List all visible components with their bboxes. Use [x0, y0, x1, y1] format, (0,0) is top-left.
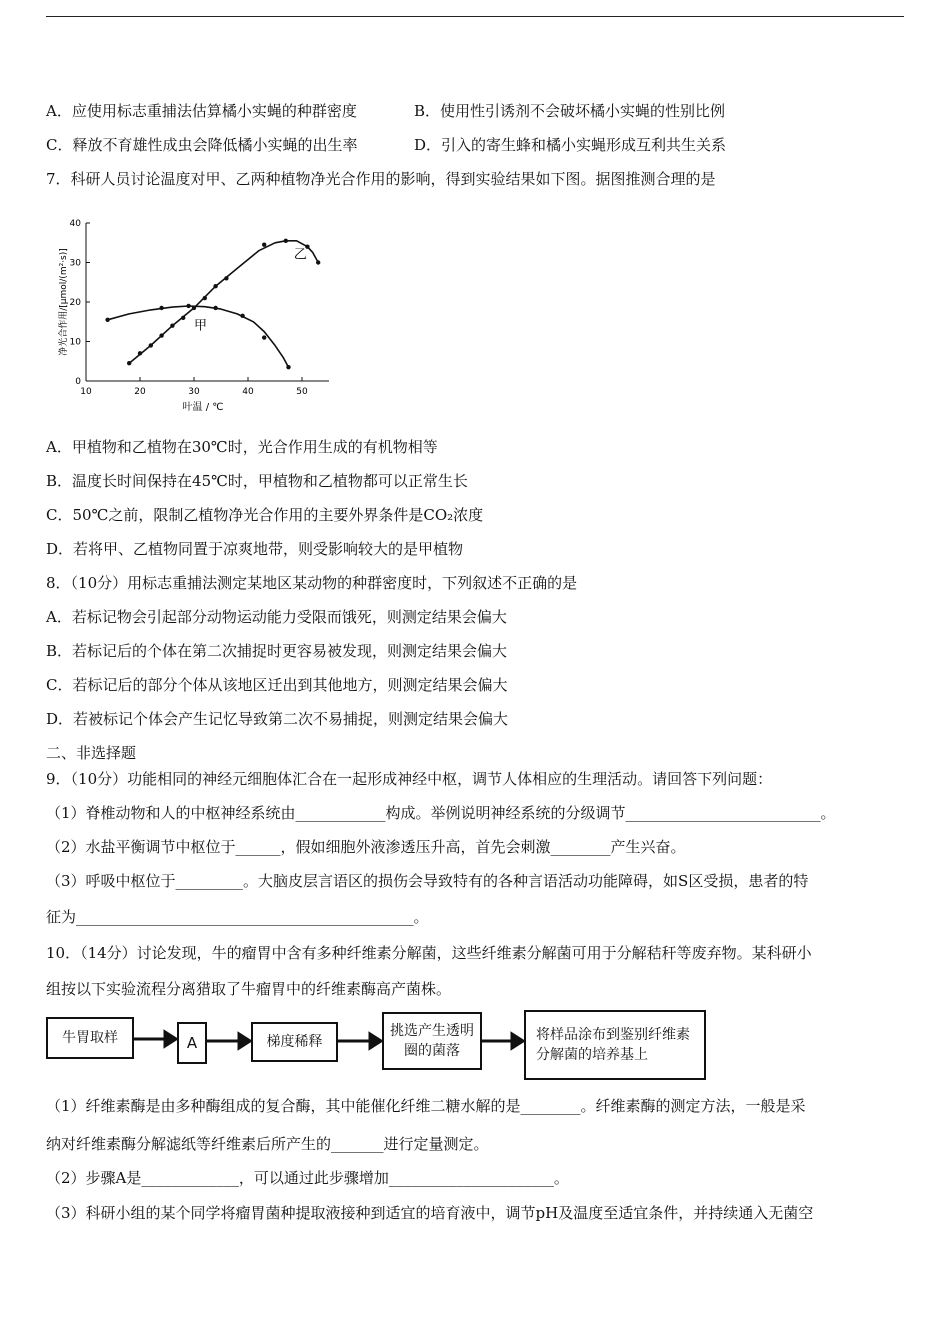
flow-step-dilution-label: 梯度稀释	[266, 1034, 323, 1050]
chart-x-tick-label: 50	[296, 387, 308, 397]
flow-step-plate-label: 将样品涂布到鉴别纤维素分解菌的培养基上	[536, 1027, 690, 1063]
q10-stem-line1: 10．（14分）讨论发现，牛的瘤胃中含有多种纤维素分解菌，这些纤维素分解菌可用于分解秸秆等废弃物。某科研小	[46, 944, 812, 962]
q8-stem: 8．（10分）用标志重捕法测定某地区某动物的种群密度时，下列叙述不正确的是	[46, 574, 578, 592]
q7-option-a: A．甲植物和乙植物在30℃时，光合作用生成的有机物相等	[46, 438, 438, 456]
flow-step-select-colonies-label: 挑选产生透明圈的菌落	[390, 1023, 474, 1059]
q7-stem: 7．科研人员讨论温度对甲、乙两种植物净光合作用的影响，得到实验结果如下图。据图推测合理的是	[46, 170, 716, 188]
q9-part3-line2: 征为_____________________________________________。	[46, 908, 429, 926]
chart-x-tick-label: 10	[80, 387, 92, 397]
q10-part2: （2）步骤A是_____________，可以通过此步骤增加______________________。	[46, 1169, 569, 1187]
chart-x-axis-label: 叶温 / ℃	[182, 402, 224, 413]
q7-option-b: B．温度长时间保持在45℃时，甲植物和乙植物都可以正常生长	[46, 472, 468, 490]
q9-part1: （1）脊椎动物和人的中枢神经系统由____________构成。举例说明神经系统的分级调节__________________________。	[46, 804, 836, 822]
chart-series-label-yi: 乙	[293, 247, 307, 263]
chart-y-tick-label: 20	[69, 298, 81, 308]
section-heading: 二、非选择题	[46, 744, 137, 762]
chart-y-axis-label: 净光合作用/[μmol/(m²·s)]	[59, 248, 69, 356]
q6-option-c: C．释放不育雄性成虫会降低橘小实蝇的出生率	[46, 136, 358, 154]
flow-arrow-2-head	[239, 1034, 250, 1048]
q7-option-c: C．50℃之前，限制乙植物净光合作用的主要外界条件是CO₂浓度	[46, 506, 484, 524]
q8-option-c: C．若标记后的部分个体从该地区迁出到其他地方，则测定结果会偏大	[46, 676, 508, 694]
q6-option-a: A．应使用标志重捕法估算橘小实蝇的种群密度	[46, 102, 357, 120]
q7-option-d: D．若将甲、乙植物同置于凉爽地带，则受影响较大的是甲植物	[46, 540, 464, 558]
chart-y-tick-label: 10	[69, 337, 81, 348]
flow-step-a-label: A	[186, 1034, 198, 1052]
chart-y-tick-label: 0	[75, 377, 81, 387]
flow-arrow-1-head	[165, 1032, 176, 1046]
chart-x-tick-label: 40	[242, 387, 254, 397]
q10-part1-line1: （1）纤维素酶是由多种酶组成的复合酶，其中能催化纤维二糖水解的是________。纤维素酶的测定方法，一般是采	[46, 1097, 806, 1115]
chart-series-label-jia: 甲	[194, 318, 208, 334]
q9-part2: （2）水盐平衡调节中枢位于______，假如细胞外液渗透压升高，首先会刺激________产生兴奋。	[46, 838, 686, 856]
q10-part3: （3）科研小组的某个同学将瘤胃菌种提取液接种到适宜的培育液中，调节pH及温度至适宜条件，并持续通入无菌空	[46, 1204, 814, 1222]
q8-option-a: A．若标记物会引起部分动物运动能力受限而饿死，则测定结果会偏大	[46, 608, 507, 626]
chart-y-tick-label: 40	[69, 219, 81, 229]
q10-stem-line2: 组按以下实验流程分离猎取了牛瘤胃中的纤维素酶高产菌株。	[46, 980, 452, 998]
q6-option-b: B．使用性引诱剂不会破坏橘小实蝇的性别比例	[414, 102, 726, 120]
flow-step-sampling-label: 牛胃取样	[62, 1030, 118, 1046]
flow-arrow-4-head	[512, 1034, 523, 1048]
flow-arrow-3-head	[370, 1034, 381, 1048]
q6-option-d: D．引入的寄生蜂和橘小实蝇形成互利共生关系	[414, 136, 727, 154]
q8-option-d: D．若被标记个体会产生记忆导致第二次不易捕捉，则测定结果会偏大	[46, 710, 509, 728]
q9-stem: 9．（10分）功能相同的神经元细胞体汇合在一起形成神经中枢，调节人体相应的生理活动。请回答下列问题：	[46, 770, 773, 788]
chart-x-tick-label: 20	[134, 387, 146, 397]
q9-part3-line1: （3）呼吸中枢位于_________。大脑皮层言语区的损伤会导致特有的各种言语活动功能障碍，如S区受损，患者的特	[46, 872, 809, 890]
q10-part1-line2: 纳对纤维素酶分解滤纸等纤维素后所产生的_______进行定量测定。	[46, 1135, 489, 1153]
q8-option-b: B．若标记后的个体在第二次捕捉时更容易被发现，则测定结果会偏大	[46, 642, 508, 660]
chart-x-tick-label: 30	[188, 387, 200, 397]
chart-y-tick-label: 30	[69, 258, 81, 269]
